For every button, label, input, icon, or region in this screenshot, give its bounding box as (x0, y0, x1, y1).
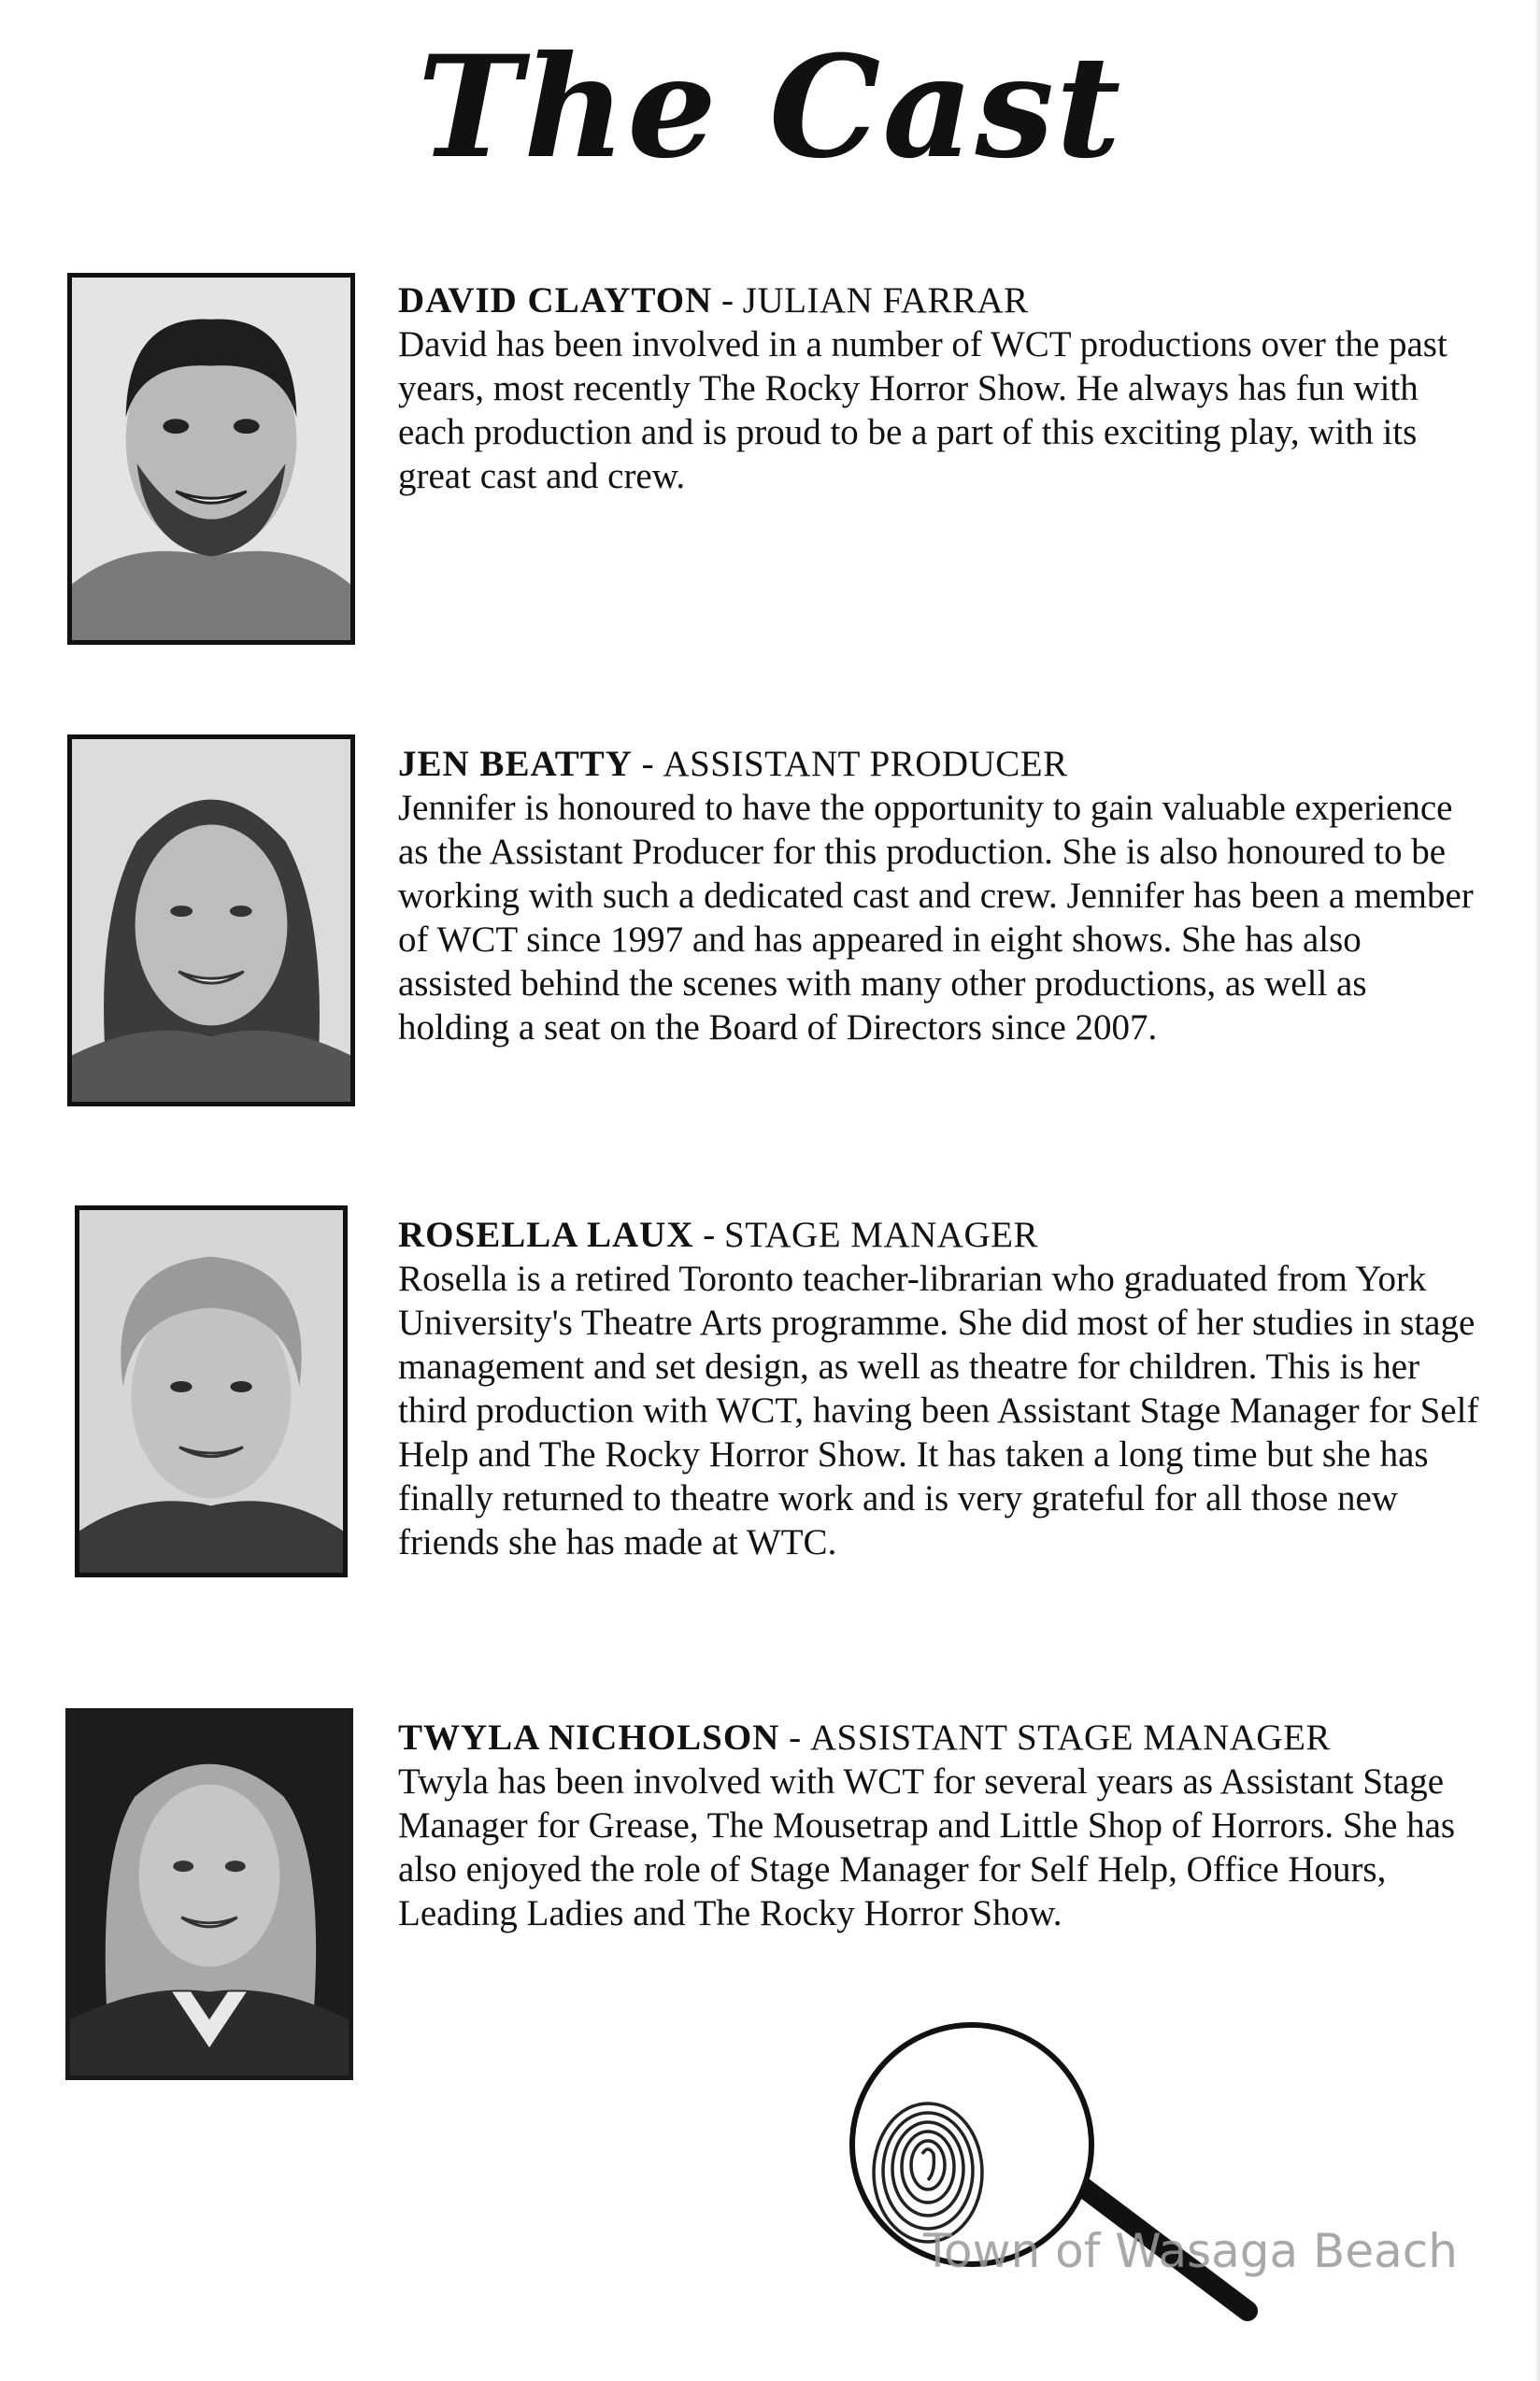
cast-entry-twyla-nicholson (398, 1716, 1482, 1935)
cast-name: ROSELLA LAUX (398, 1215, 694, 1255)
name-role-separator: - (712, 280, 743, 321)
cast-heading (398, 1716, 1482, 1760)
name-role-separator: - (632, 744, 663, 784)
cast-bio: David has been involved in a number of WCT productions over the past years, most recently The Rocky Horror Show. He always has fun with each production and is proud to be a part of this exciting play, with its great cast and crew. (398, 324, 1447, 496)
cast-name: JEN BEATTY (398, 744, 633, 784)
name-role-separator: - (779, 1718, 810, 1758)
cast-heading (398, 278, 1482, 322)
cast-name: DAVID CLAYTON (398, 280, 713, 321)
cast-name: TWYLA NICHOLSON (398, 1718, 780, 1758)
name-role-separator: - (693, 1215, 724, 1255)
cast-entry-david-clayton (398, 278, 1482, 498)
cast-bio: Jennifer is honoured to have the opportunity to gain valuable experience as the Assistant Producer for this production. She is also honoured to be working with such a dedicated cast and crew. Jennifer has been a member of WCT since 1997 and has appeared in eight shows. She has also assisted behind the scenes with many other productions, as well as holding a seat on the Board of Directors since 2007. (398, 788, 1474, 1048)
cast-role: ASSISTANT STAGE MANAGER (809, 1718, 1331, 1758)
cast-role: ASSISTANT PRODUCER (663, 744, 1068, 784)
cast-entry-rosella-laux (398, 1213, 1482, 1564)
headshot-photo-rosella-laux (75, 1205, 348, 1577)
cast-role: STAGE MANAGER (724, 1215, 1038, 1255)
watermark-text: Town of Wasaga Beach (923, 2224, 1458, 2278)
page-title: The Cast (417, 25, 1123, 190)
cast-bio: Rosella is a retired Toronto teacher-librarian who graduated from York University's Theatre Arts programme. She did most of her studies in stage management and set design, as well as theatre for children. This is her third production with WCT, having been Assistant Stage Manager for Self Help and The Rocky Horror Show. It has taken a long time but she has finally returned to theatre work and is very grateful for all those new friends she has made at WTC. (398, 1259, 1479, 1562)
headshot-photo-twyla-nicholson (65, 1708, 353, 2080)
page-edge (1534, 0, 1540, 2381)
cast-heading (398, 742, 1482, 786)
headshot-photo-david-clayton (67, 273, 355, 645)
cast-bio: Twyla has been involved with WCT for several years as Assistant Stage Manager for Grease, The Mousetrap and Little Shop of Horrors. She has also enjoyed the role of Stage Manager for Self Help, Office Hours, Leading Ladies and The Rocky Horror Show. (398, 1761, 1456, 1933)
cast-entry-jen-beatty (398, 742, 1482, 1049)
cast-heading (398, 1213, 1482, 1257)
headshot-photo-jen-beatty (67, 734, 355, 1106)
cast-role: JULIAN FARRAR (742, 280, 1029, 321)
